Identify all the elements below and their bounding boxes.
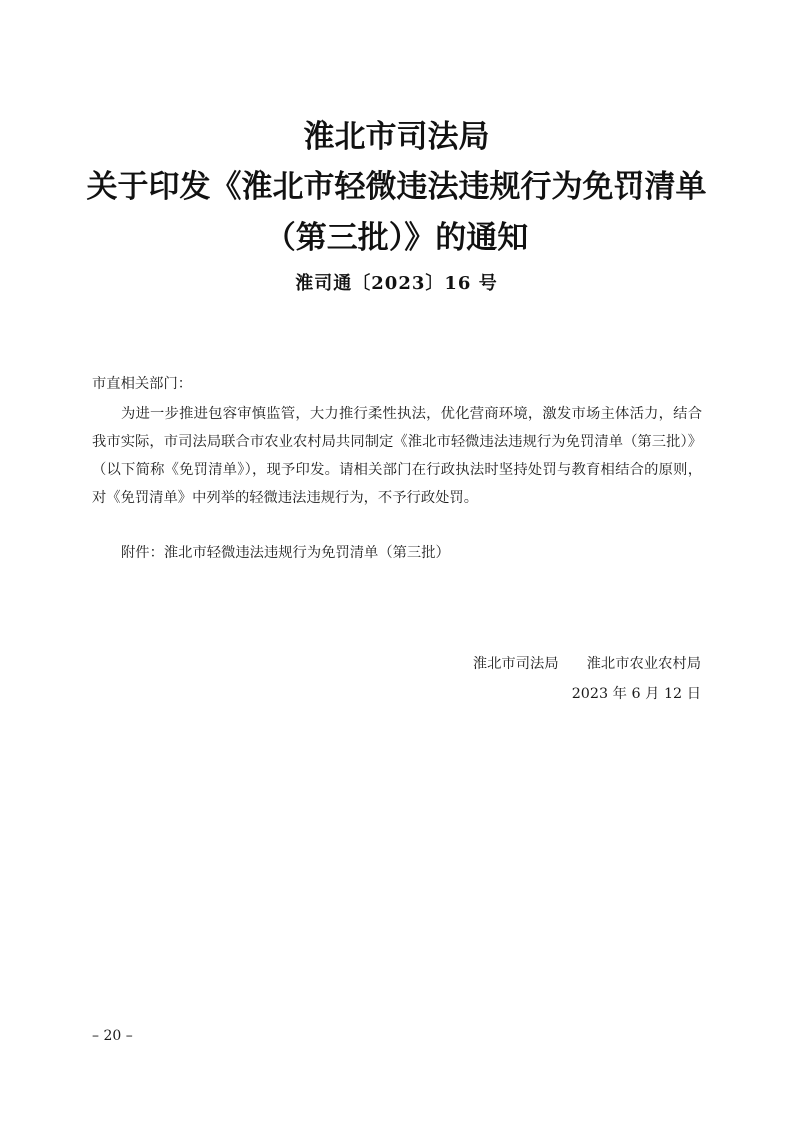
issuer-agriculture-bureau: 淮北市农业农村局 (586, 656, 701, 672)
salutation: 市直相关部门： (92, 376, 193, 392)
issuing-agencies (420, 650, 701, 678)
page-number: – 20 – (92, 1028, 133, 1044)
body-paragraph: 为进一步推进包容审慎监管，大力推行柔性执法，优化营商环境，激发市场主体活力，结合我市实际，市司法局联合市农业农村局共同制定《淮北市轻微违法违规行为免罚清单（第三批）》（以下简称《免罚清单》），现予印发。请相关部门在行政执法时坚持处罚与教育相结合的原则，对《免罚清单》中列举的轻微违法违规行为，不予行政处罚。 (92, 406, 702, 506)
attachment-line: 附件：淮北市轻微违法违规行为免罚清单（第三批） (121, 545, 450, 561)
document-title-line-3: （第三批）》的通知 (264, 220, 529, 256)
document-title-line-1: 淮北市司法局 (303, 119, 490, 155)
issue-date: 2023 年 6 月 12 日 (571, 686, 701, 702)
document-number: 淮司通〔2023〕16 号 (295, 273, 498, 294)
issuer-justice-bureau: 淮北市司法局 (472, 656, 559, 672)
document-title-line-2: 关于印发《淮北市轻微违法违规行为免罚清单 (86, 169, 707, 205)
